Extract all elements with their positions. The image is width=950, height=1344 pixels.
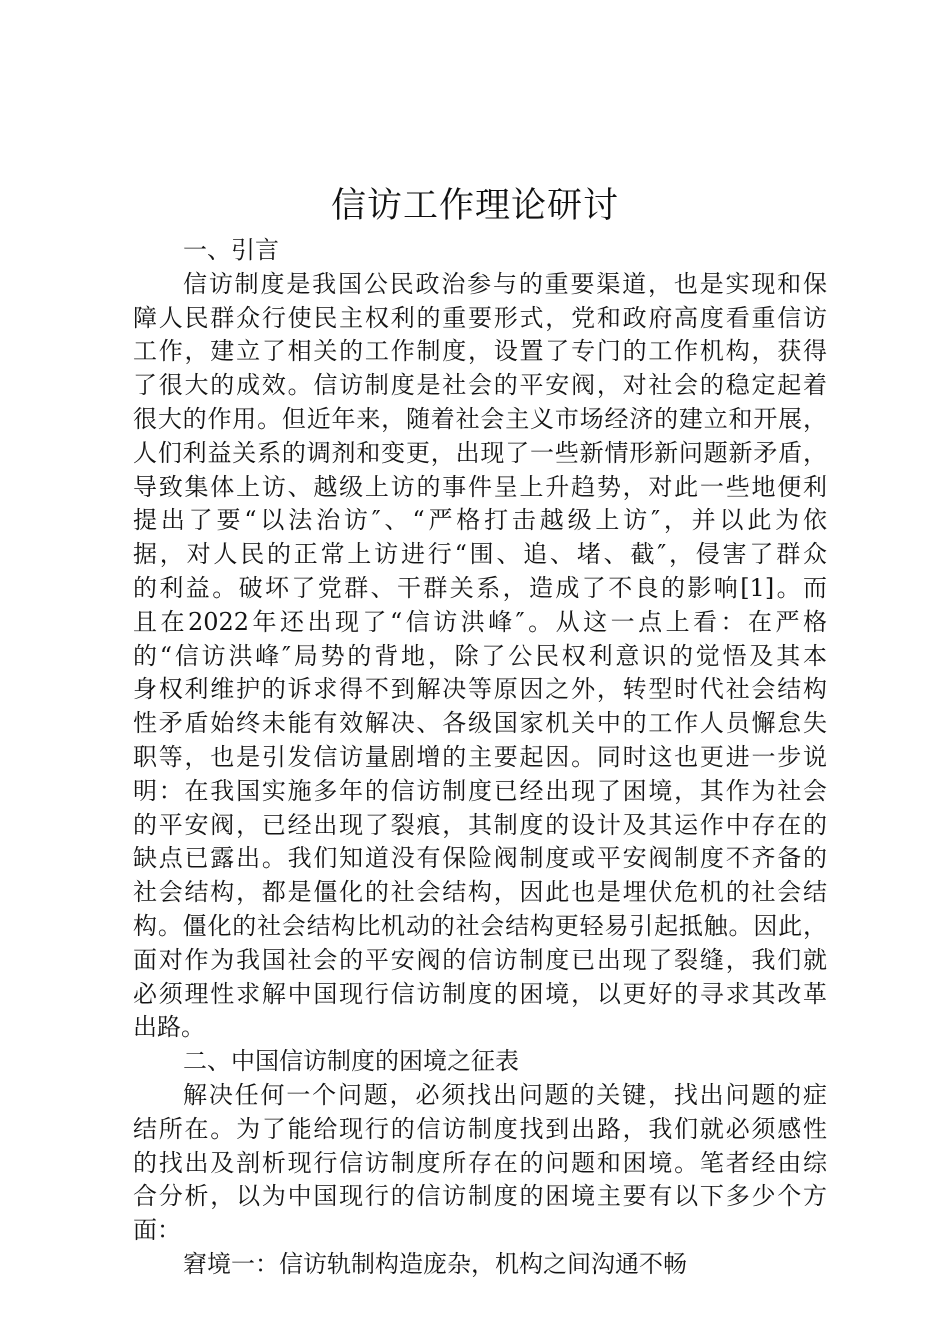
intro-paragraph <box>133 268 827 1045</box>
paragraph-line: 据，对人民的正常上访进行“围、追、堵、截″，侵害了群众 <box>133 540 827 569</box>
paragraph-line: 的“信访洪峰″局势的背地，除了公民权利意识的觉悟及其本 <box>133 641 827 670</box>
paragraph-line: 性矛盾始终未能有效解决、各级国家机关中的工作人员懈怠失 <box>133 709 827 738</box>
section2-paragraph <box>133 1079 827 1248</box>
paragraph-line: 结所在。为了能给现行的信访制度找到出路，我们就必须感性 <box>133 1114 827 1143</box>
paragraph-line: 缺点已露出。我们知道没有保险阀制度或平安阀制度不齐备的 <box>133 844 827 873</box>
paragraph-line: 身权利维护的诉求得不到解决等原因之外，转型时代社会结构 <box>133 675 827 704</box>
paragraph-line: 工作，建立了相关的工作制度，设置了专门的工作机构，获得 <box>133 337 827 366</box>
paragraph-line: 了很大的成效。信访制度是社会的平安阀，对社会的稳定起着 <box>133 371 827 400</box>
paragraph-line: 且在2022年还出现了“信访洪峰″。从这一点上看：在严格 <box>133 607 827 636</box>
page-title: 信访工作理论研讨 <box>330 186 619 226</box>
paragraph-line: 导致集体上访、越级上访的事件呈上升趋势，对此一些地便利 <box>133 472 827 501</box>
paragraph-line: 构。僵化的社会结构比机动的社会结构更轻易引起抵触。因此， <box>133 911 827 940</box>
heading-text: 窘境一：信访轨制构造庞杂，机构之间沟通不畅 <box>183 1249 687 1278</box>
paragraph-line: 社会结构，都是僵化的社会结构，因此也是埋伏危机的社会结 <box>133 878 827 907</box>
paragraph-line: 合分析，以为中国现行的信访制度的困境主要有以下多少个方 <box>133 1182 827 1211</box>
document-body <box>133 234 827 1282</box>
paragraph-line: 提出了要“以法治访″、“严格打击越级上访″，并以此为依 <box>133 506 827 535</box>
paragraph-line: 面对作为我国社会的平安阀的信访制度已出现了裂缝，我们就 <box>133 945 827 974</box>
paragraph-line: 很大的作用。但近年来，随着社会主义市场经济的建立和开展， <box>133 404 827 433</box>
paragraph-line: 职等，也是引发信访量剧增的主要起因。同时这也更进一步说 <box>133 742 827 771</box>
paragraph-line: 信访制度是我国公民政治参与的重要渠道，也是实现和保 <box>183 269 827 298</box>
paragraph-line: 的利益。破坏了党群、干群关系，造成了不良的影响[1]。而 <box>133 573 827 602</box>
section-heading-intro <box>133 234 827 268</box>
heading-text: 二、中国信访制度的困境之征表 <box>183 1047 519 1076</box>
paragraph-line: 的平安阀，已经出现了裂痕，其制度的设计及其运作中存在的 <box>133 810 827 839</box>
paragraph-line: 明：在我国实施多年的信访制度已经出现了困境，其作为社会 <box>133 776 827 805</box>
paragraph-line: 解决任何一个问题，必须找出问题的关键，找出问题的症 <box>183 1080 827 1109</box>
paragraph-line: 必须理性求解中国现行信访制度的困境，以更好的寻求其改革 <box>133 979 827 1008</box>
paragraph-line: 出路。 <box>133 1013 205 1042</box>
subsection-heading-dilemma-one <box>133 1248 827 1282</box>
paragraph-line: 面： <box>133 1216 181 1245</box>
paragraph-line: 障人民群众行使民主权利的重要形式，党和政府高度看重信访 <box>133 303 827 332</box>
heading-text: 一、引言 <box>183 236 279 264</box>
paragraph-line: 的找出及剖析现行信访制度所存在的问题和困境。笔者经由综 <box>133 1148 827 1177</box>
paragraph-line: 人们利益关系的调剂和变更，出现了一些新情形新问题新矛盾， <box>133 438 827 467</box>
section-heading-dilemma <box>133 1045 827 1079</box>
